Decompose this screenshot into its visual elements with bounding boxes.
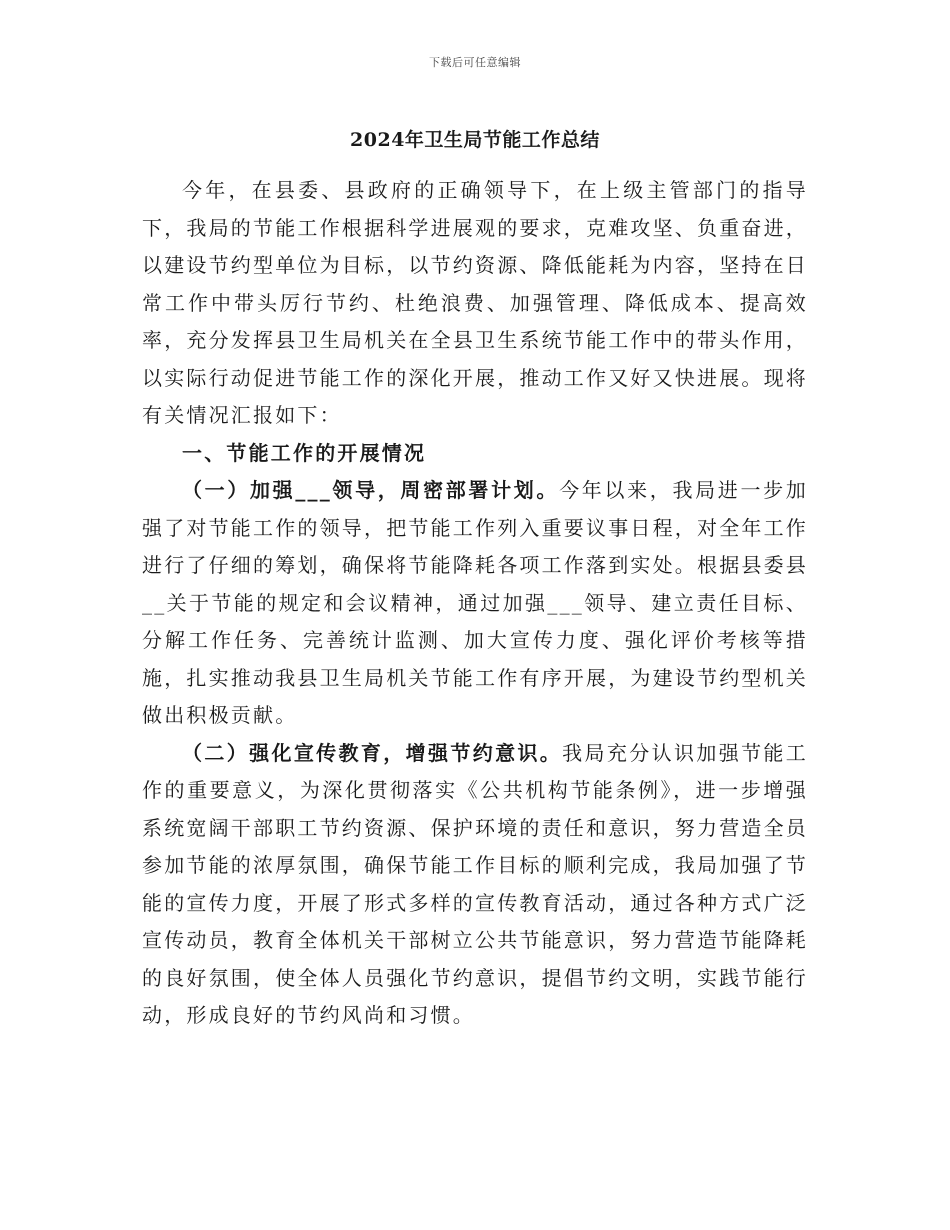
paragraph-1-body: 今年以来，我局进一步加强了对节能工作的领导，把节能工作列入重要议事日程，对全年工作进行了仔细的筹划，确保将节能降耗各项工作落到实处。根据县委县__关于节能的规定和会议精神，通过加强___领导、建立责任目标、分解工作任务、完善统计监测、加大宣传力度、强化评价考核等措施，扎实推动我县卫生局机关节能工作有序开展，为建设节约型机关做出积极贡献。 [142, 478, 808, 727]
section-heading-1: 一、节能工作的开展情况 [182, 440, 427, 465]
paragraph-1 [142, 472, 808, 735]
intro-paragraph: 今年，在县委、县政府的正确领导下，在上级主管部门的指导下，我局的节能工作根据科学进展观的要求，克难攻坚、负重奋进，以建设节约型单位为目标，以节约资源、降低能耗为内容，坚持在日常工作中带头厉行节约、杜绝浪费、加强管理、降低成本、提高效率，充分发挥县卫生局机关在全县卫生系统节能工作中的带头作用，以实际行动促进节能工作的深化开展，推动工作又好又快进展。现将有关情况汇报如下： [142, 178, 808, 427]
document-body [142, 172, 808, 1035]
document-title: 2024年卫生局节能工作总结 [350, 129, 600, 151]
header-note: 下载后可任意编辑 [429, 56, 521, 69]
paragraph-2-body: 我局充分认识加强节能工作的重要意义，为深化贯彻落实《公共机构节能条例》，进一步增强系统宽阔干部职工节约资源、保护环境的责任和意识，努力营造全员参加节能的浓厚氛围，确保节能工作目标的顺利完成，我局加强了节能的宣传力度，开展了形式多样的宣传教育活动，通过各种方式广泛宣传动员，教育全体机关干部树立公共节能意识，努力营造节能降耗的良好氛围，使全体人员强化节约意识，提倡节约文明，实践节能行动，形成良好的节约风尚和习惯。 [142, 740, 808, 1027]
paragraph-2 [142, 735, 808, 1035]
paragraph-1-lead: （一）加强___领导，周密部署计划。 [182, 478, 560, 502]
paragraph-2-lead: （二）强化宣传教育，增强节约意识。 [182, 740, 563, 765]
